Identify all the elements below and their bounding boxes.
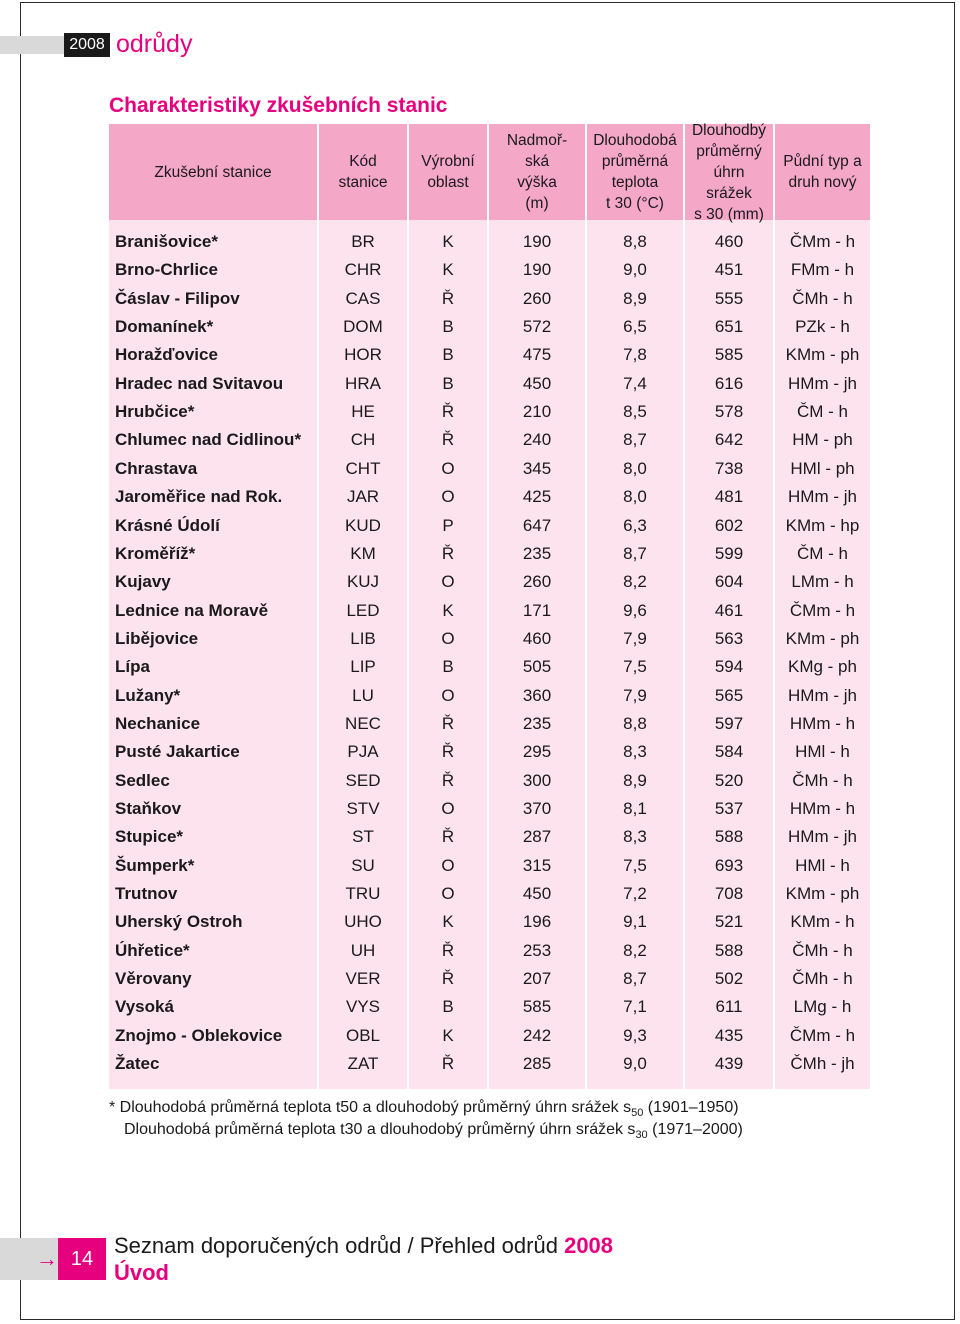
rainfall-cell: 604 — [714, 572, 744, 592]
temperature-cell: 6,5 — [623, 317, 647, 337]
altitude-cell: 300 — [522, 770, 552, 790]
rainfall-cell: 594 — [714, 657, 744, 677]
region-cell: O — [441, 799, 455, 818]
footnote-text: Dlouhodobá průměrná teplota t30 a dlouhodobý průměrný úhrn srážek s — [124, 1121, 636, 1138]
region-cell: Ř — [441, 713, 455, 733]
table-row — [109, 880, 870, 908]
soil-type-cell: ČMm - h — [789, 1025, 856, 1045]
station-name-cell: Kujavy — [115, 572, 171, 592]
temperature-cell: 9,6 — [623, 600, 647, 620]
table-row — [109, 852, 870, 880]
table-row — [109, 313, 870, 341]
table-row — [109, 512, 870, 540]
station-name-cell: Domanínek* — [115, 317, 214, 337]
table-header — [109, 121, 870, 223]
region-cell: P — [442, 515, 454, 535]
station-code-cell: KM — [350, 543, 376, 563]
rainfall-cell: 588 — [714, 827, 744, 847]
altitude-cell: 196 — [522, 912, 552, 932]
soil-type-cell: ČM - h — [797, 543, 848, 563]
altitude-cell: 287 — [522, 827, 552, 847]
table-row — [109, 568, 870, 596]
header-year: 2008 — [64, 33, 110, 57]
rainfall-cell: 651 — [714, 317, 744, 337]
altitude-cell: 253 — [522, 940, 552, 960]
rainfall-cell: 537 — [714, 799, 744, 818]
region-cell: B — [442, 373, 454, 393]
altitude-cell: 210 — [522, 402, 552, 422]
region-cell: O — [441, 628, 455, 648]
region-cell: B — [442, 317, 454, 337]
station-code-cell: LU — [352, 685, 374, 705]
soil-type-cell: LMg - h — [793, 997, 852, 1017]
station-code-cell: HRA — [345, 373, 381, 393]
region-cell: Ř — [441, 940, 455, 960]
footnote-tail: (1901–1950) — [643, 1099, 739, 1116]
header-temperature-unit: t 30 (°C) — [606, 195, 664, 212]
footnote-tail: (1971–2000) — [647, 1121, 743, 1138]
station-code-cell: UHO — [344, 912, 382, 932]
region-cell: O — [441, 884, 455, 904]
region-cell: O — [441, 487, 455, 507]
region-cell: B — [442, 345, 454, 365]
station-name-cell: Kroměříž* — [115, 543, 196, 563]
table-row — [109, 965, 870, 993]
soil-type-cell: KMm - ph — [785, 345, 860, 365]
soil-type-cell: HMm - jh — [788, 373, 857, 393]
rainfall-cell: 584 — [714, 742, 744, 762]
station-name-cell: Stupice* — [115, 827, 184, 847]
table-row — [109, 341, 870, 369]
rainfall-cell: 616 — [714, 373, 744, 393]
soil-type-cell: ČMh - h — [792, 288, 853, 308]
altitude-cell: 315 — [522, 855, 552, 875]
table-row — [109, 426, 870, 454]
table-row — [109, 228, 870, 256]
region-cell: Ř — [441, 430, 455, 450]
soil-type-cell: ČMm - h — [789, 600, 856, 620]
temperature-cell: 8,8 — [623, 713, 647, 733]
station-code-cell: SED — [345, 770, 381, 790]
temperature-cell: 7,1 — [623, 997, 647, 1017]
rainfall-cell: 565 — [714, 685, 744, 705]
temperature-cell: 8,8 — [623, 232, 647, 251]
station-name-cell: Jaroměřice nad Rok. — [115, 487, 283, 507]
soil-type-cell: ČM - h — [797, 402, 848, 422]
header-region: Výrobní oblast — [409, 124, 487, 220]
soil-type-cell: KMm - hp — [785, 515, 860, 535]
rainfall-cell: 578 — [714, 402, 744, 422]
altitude-cell: 425 — [522, 487, 552, 507]
region-cell: B — [442, 997, 454, 1017]
altitude-cell: 370 — [522, 799, 552, 818]
table-row — [109, 795, 870, 823]
page-number: 14 — [58, 1238, 106, 1280]
temperature-cell: 7,9 — [623, 685, 647, 705]
soil-type-cell: HMm - h — [789, 799, 856, 818]
station-name-cell: Chrastava — [115, 458, 198, 478]
altitude-cell: 207 — [522, 969, 552, 989]
temperature-cell: 8,2 — [623, 940, 647, 960]
table-row — [109, 710, 870, 738]
temperature-cell: 8,1 — [623, 799, 647, 818]
arrow-right-icon: → — [36, 1246, 58, 1271]
temperature-cell: 7,5 — [623, 855, 647, 875]
header-soil: Půdní typ a druh nový — [775, 124, 870, 220]
soil-type-cell: KMm - ph — [785, 884, 860, 904]
table-row — [109, 653, 870, 681]
station-code-cell: LIP — [350, 657, 376, 677]
temperature-cell: 8,0 — [623, 458, 647, 478]
region-cell: B — [442, 657, 454, 677]
region-cell: Ř — [441, 969, 455, 989]
table-row — [109, 483, 870, 511]
soil-type-cell: HMl - h — [795, 742, 850, 762]
altitude-cell: 242 — [522, 1025, 552, 1045]
station-code-cell: KUJ — [346, 572, 380, 592]
rainfall-cell: 451 — [714, 260, 744, 280]
soil-type-cell: HM - ph — [792, 430, 853, 450]
soil-type-cell: KMm - ph — [785, 628, 860, 648]
header-station: Zkušební stanice — [109, 124, 317, 220]
altitude-cell: 572 — [522, 317, 552, 337]
station-name-cell: Krásné Údolí — [115, 515, 220, 535]
altitude-cell: 260 — [522, 288, 552, 308]
station-name-cell: Nechanice — [115, 713, 201, 733]
temperature-cell: 8,7 — [623, 969, 647, 989]
region-cell: O — [441, 685, 455, 705]
station-code-cell: ST — [352, 827, 374, 847]
table-row — [109, 937, 870, 965]
altitude-cell: 240 — [522, 430, 552, 450]
station-name-cell: Sedlec — [115, 770, 170, 790]
rainfall-cell: 708 — [714, 884, 744, 904]
table-row — [109, 682, 870, 710]
rainfall-cell: 588 — [714, 940, 744, 960]
region-cell: O — [441, 458, 455, 478]
station-code-cell: KUD — [345, 515, 381, 535]
station-code-cell: ZAT — [347, 1054, 379, 1074]
rainfall-cell: 563 — [714, 628, 744, 648]
rainfall-cell: 502 — [714, 969, 744, 989]
station-code-cell: CHT — [345, 458, 381, 478]
document-title: Charakteristiky zkušebních stanic — [109, 94, 448, 117]
temperature-cell: 9,0 — [623, 260, 647, 280]
soil-type-cell: HMl - ph — [790, 458, 855, 478]
station-code-cell: JAR — [346, 487, 380, 507]
soil-type-cell: HMm - h — [789, 713, 856, 733]
altitude-cell: 450 — [522, 884, 552, 904]
soil-type-cell: ČMm - h — [789, 232, 856, 251]
table-row — [109, 398, 870, 426]
region-cell: O — [441, 572, 455, 592]
station-code-cell: DOM — [343, 317, 383, 337]
header-rainfall-unit: s 30 (mm) — [694, 205, 764, 223]
station-code-cell: HOR — [344, 345, 382, 365]
region-cell: K — [442, 1025, 454, 1045]
rainfall-cell: 520 — [714, 770, 744, 790]
soil-type-cell: ČMh - h — [792, 940, 853, 960]
soil-type-cell: KMg - ph — [788, 657, 857, 677]
footnote-line-2 — [124, 1119, 743, 1146]
station-name-cell: Čáslav - Filipov — [115, 288, 240, 308]
table-row — [109, 908, 870, 936]
table-row — [109, 540, 870, 568]
soil-type-cell: ČMh - h — [792, 770, 853, 790]
station-name-cell: Uherský Ostroh — [115, 912, 243, 932]
station-name-cell: Brno-Chrlice — [115, 260, 218, 280]
station-name-cell: Pusté Jakartice — [115, 742, 240, 762]
region-cell: Ř — [441, 742, 455, 762]
footer-line-1 — [114, 1233, 613, 1259]
temperature-cell: 9,3 — [623, 1025, 647, 1045]
table-row — [109, 597, 870, 625]
header-title: odrůdy — [116, 30, 193, 58]
soil-type-cell: FMm - h — [790, 260, 855, 280]
station-code-cell: BR — [351, 232, 375, 251]
station-code-cell: STV — [346, 799, 380, 818]
altitude-cell: 235 — [522, 713, 552, 733]
station-name-cell: Trutnov — [115, 884, 178, 904]
header-rainfall — [685, 121, 773, 223]
station-name-cell: Věrovany — [115, 969, 192, 989]
altitude-cell: 285 — [522, 1054, 552, 1074]
temperature-cell: 6,3 — [623, 515, 647, 535]
footnote-sub: 30 — [635, 1129, 648, 1142]
station-name-cell: Lužany* — [115, 685, 181, 705]
station-code-cell: CHR — [344, 260, 382, 280]
temperature-cell: 8,3 — [623, 742, 647, 762]
station-code-cell: LIB — [350, 628, 376, 648]
station-name-cell: Úhřetice* — [115, 940, 190, 960]
station-code-cell: VYS — [345, 997, 381, 1017]
soil-type-cell: ČMh - h — [792, 969, 853, 989]
soil-type-cell: KMm - h — [790, 912, 855, 932]
soil-type-cell: HMm - jh — [788, 487, 857, 507]
header-code: Kód stanice — [319, 124, 407, 220]
station-code-cell: SU — [351, 855, 375, 875]
region-cell: Ř — [441, 770, 455, 790]
rainfall-cell: 585 — [714, 345, 744, 365]
station-name-cell: Lípa — [115, 657, 150, 677]
station-name-cell: Hradec nad Svitavou — [115, 373, 284, 393]
soil-type-cell: HMm - jh — [788, 685, 857, 705]
station-code-cell: CAS — [345, 288, 381, 308]
rainfall-cell: 597 — [714, 713, 744, 733]
station-name-cell: Libějovice — [115, 628, 199, 648]
rainfall-cell: 602 — [714, 515, 744, 535]
altitude-cell: 475 — [522, 345, 552, 365]
region-cell: Ř — [441, 543, 455, 563]
table-row — [109, 1050, 870, 1078]
region-cell: K — [442, 260, 454, 280]
station-name-cell: Šumperk* — [115, 855, 195, 875]
rainfall-cell: 461 — [714, 600, 744, 620]
soil-type-cell: LMm - h — [791, 572, 854, 592]
altitude-cell: 235 — [522, 543, 552, 563]
footnote-sub: 50 — [631, 1107, 644, 1120]
header-rainfall-label: Dlouhodbý průměrný úhrn srážek — [691, 121, 767, 202]
station-code-cell: HE — [351, 402, 375, 422]
station-code-cell: UH — [350, 940, 376, 960]
altitude-cell: 647 — [522, 515, 552, 535]
station-code-cell: NEC — [345, 713, 381, 733]
temperature-cell: 8,5 — [623, 402, 647, 422]
altitude-cell: 460 — [522, 628, 552, 648]
table-row — [109, 823, 870, 851]
temperature-cell: 7,5 — [623, 657, 647, 677]
rainfall-cell: 693 — [714, 855, 744, 875]
rainfall-cell: 642 — [714, 430, 744, 450]
station-name-cell: Horažďovice — [115, 345, 218, 365]
temperature-cell: 7,8 — [623, 345, 647, 365]
station-name-cell: Branišovice* — [115, 232, 218, 251]
soil-type-cell: PZk - h — [795, 317, 850, 337]
temperature-cell: 9,1 — [623, 912, 647, 932]
table-row — [109, 738, 870, 766]
altitude-cell: 295 — [522, 742, 552, 762]
temperature-cell: 8,9 — [623, 770, 647, 790]
altitude-cell: 450 — [522, 373, 552, 393]
region-cell: K — [442, 232, 454, 251]
region-cell: Ř — [441, 827, 455, 847]
station-name-cell: Staňkov — [115, 799, 182, 818]
footer-series-title: Seznam doporučených odrůd / Přehled odrůd — [114, 1233, 565, 1258]
station-name-cell: Hrubčice* — [115, 402, 195, 422]
table-row — [109, 993, 870, 1021]
rainfall-cell: 439 — [714, 1054, 744, 1074]
rainfall-cell: 738 — [714, 458, 744, 478]
station-name-cell: Vysoká — [115, 997, 174, 1017]
stations-table — [109, 121, 870, 1089]
header-temperature — [587, 124, 683, 220]
rainfall-cell: 555 — [714, 288, 744, 308]
altitude-cell: 505 — [522, 657, 552, 677]
temperature-cell: 8,2 — [623, 572, 647, 592]
temperature-cell: 7,9 — [623, 628, 647, 648]
temperature-cell: 8,3 — [623, 827, 647, 847]
table-row — [109, 370, 870, 398]
station-name-cell: Chlumec nad Cidlinou* — [115, 430, 302, 450]
table-row — [109, 285, 870, 313]
rainfall-cell: 460 — [714, 232, 744, 251]
station-code-cell: PJA — [347, 742, 379, 762]
station-code-cell: CH — [350, 430, 376, 450]
station-name-cell: Znojmo - Oblekovice — [115, 1025, 283, 1045]
temperature-cell: 8,7 — [623, 543, 647, 563]
table-row — [109, 625, 870, 653]
rainfall-cell: 599 — [714, 543, 744, 563]
temperature-cell: 9,0 — [623, 1054, 647, 1074]
altitude-cell: 585 — [522, 997, 552, 1017]
footer-section: Úvod — [114, 1260, 169, 1285]
altitude-cell: 260 — [522, 572, 552, 592]
temperature-cell: 7,4 — [623, 373, 647, 393]
temperature-cell: 7,2 — [623, 884, 647, 904]
region-cell: K — [442, 912, 454, 932]
soil-type-cell: ČMh - jh — [790, 1054, 855, 1074]
table-row — [109, 256, 870, 284]
rainfall-cell: 435 — [714, 1025, 744, 1045]
region-cell: Ř — [441, 1054, 455, 1074]
altitude-cell: 171 — [522, 600, 552, 620]
station-code-cell: LED — [346, 600, 380, 620]
footer-year: 2008 — [564, 1233, 614, 1258]
rainfall-cell: 521 — [714, 912, 744, 932]
temperature-cell: 8,0 — [623, 487, 647, 507]
soil-type-cell: HMm - jh — [788, 827, 857, 847]
region-cell: O — [441, 855, 455, 875]
rainfall-cell: 481 — [714, 487, 744, 507]
altitude-cell: 345 — [522, 458, 552, 478]
region-cell: Ř — [441, 288, 455, 308]
header-altitude: Nadmoř- ská výška (m) — [489, 124, 585, 220]
temperature-cell: 8,9 — [623, 288, 647, 308]
table-row — [109, 455, 870, 483]
rainfall-cell: 611 — [715, 997, 743, 1017]
region-cell: K — [442, 600, 454, 620]
station-code-cell: VER — [345, 969, 381, 989]
region-cell: Ř — [441, 402, 455, 422]
table-row — [109, 767, 870, 795]
temperature-cell: 8,7 — [623, 430, 647, 450]
station-name-cell: Lednice na Moravě — [115, 600, 269, 620]
table-row — [109, 1022, 870, 1050]
footnote-text: * Dlouhodobá průměrná teplota t50 a dlouhodobý průměrný úhrn srážek s — [109, 1099, 632, 1116]
station-name-cell: Žatec — [115, 1054, 160, 1074]
station-code-cell: TRU — [345, 884, 381, 904]
station-code-cell: OBL — [345, 1025, 381, 1045]
altitude-cell: 360 — [522, 685, 552, 705]
header-temperature-label: Dlouhodobá průměrná teplota — [593, 132, 677, 191]
altitude-cell: 190 — [522, 260, 552, 280]
altitude-cell: 190 — [522, 232, 552, 251]
soil-type-cell: HMl - h — [795, 855, 850, 875]
